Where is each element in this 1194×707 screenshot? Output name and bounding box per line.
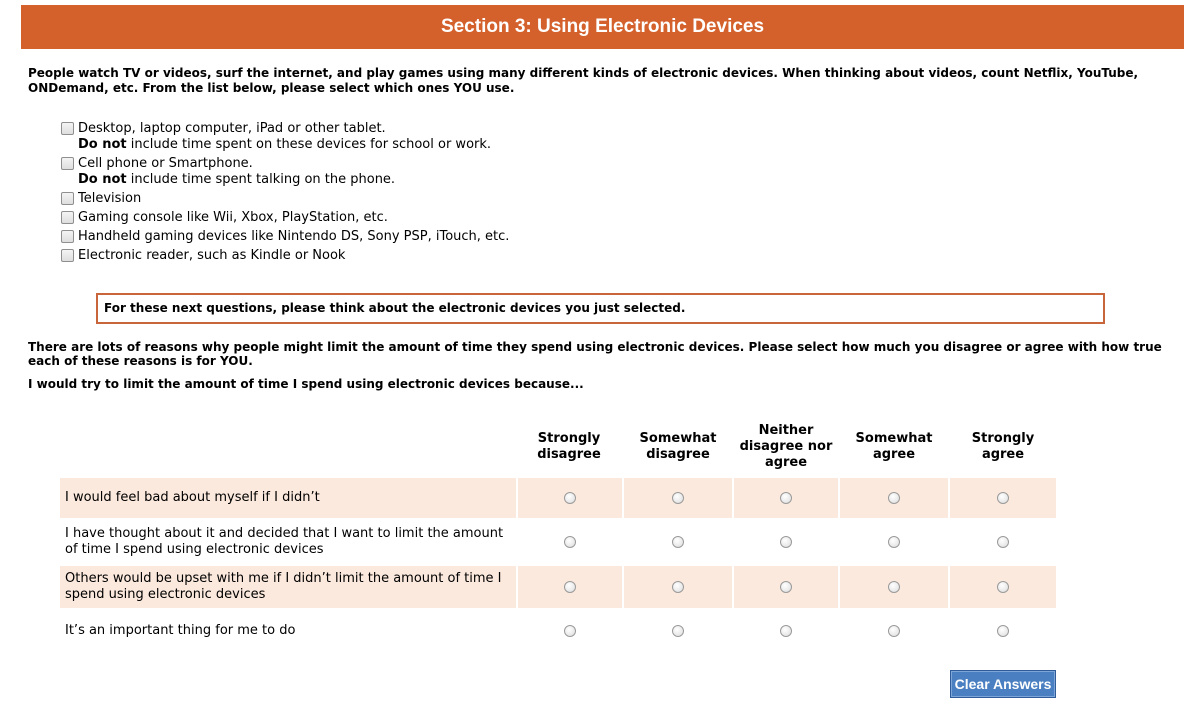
radio-somewhat-disagree[interactable] [672, 581, 684, 593]
device-checkbox[interactable] [61, 157, 74, 170]
radio-strongly-disagree[interactable] [564, 492, 576, 504]
scale-header-strongly-agree: Strongly agree [971, 431, 1035, 462]
radio-somewhat-agree[interactable] [888, 625, 900, 637]
device-note: include time spent talking on the phone. [126, 172, 396, 187]
scale-header-neither: Neither disagree nor agree [739, 423, 833, 470]
likert-row [60, 610, 1056, 652]
device-option-label: Cell phone or Smartphone. [78, 156, 253, 171]
likert-row [60, 478, 1056, 518]
radio-strongly-agree[interactable] [997, 581, 1009, 593]
radio-neither[interactable] [780, 536, 792, 548]
statement-label: I have thought about it and decided that I want to limit the amount of time I spend using electronic devices [65, 526, 504, 557]
statement-label: I would feel bad about myself if I didn’t [60, 478, 516, 518]
radio-neither[interactable] [780, 492, 792, 504]
device-option[interactable] [61, 191, 761, 207]
device-option[interactable] [61, 210, 761, 226]
device-option-label: Gaming console like Wii, Xbox, PlayStation, etc. [78, 210, 388, 225]
statement-label: Others would be upset with me if I didn’t limit the amount of time I spend using electronic devices [60, 566, 516, 608]
likert-row [60, 566, 1056, 608]
device-note-bold: Do not [78, 172, 127, 187]
device-option-label: Handheld gaming devices like Nintendo DS, Sony PSP, iTouch, etc. [78, 229, 510, 244]
device-note-bold: Do not [78, 137, 127, 152]
radio-somewhat-agree[interactable] [888, 492, 900, 504]
radio-somewhat-disagree[interactable] [672, 492, 684, 504]
radio-strongly-agree[interactable] [997, 492, 1009, 504]
section-header [21, 5, 1184, 49]
device-checkbox[interactable] [61, 192, 74, 205]
device-checkbox[interactable] [61, 122, 74, 135]
likert-question-intro: There are lots of reasons why people might limit the amount of time they spend using electronic devices. Please select how much you disagree or agree with how true each of these reasons is for YOU. [28, 340, 1162, 368]
likert-row [60, 520, 1056, 564]
radio-strongly-agree[interactable] [997, 625, 1009, 637]
radio-somewhat-agree[interactable] [888, 536, 900, 548]
device-checkbox[interactable] [61, 211, 74, 224]
device-checkbox[interactable] [61, 230, 74, 243]
radio-somewhat-agree[interactable] [888, 581, 900, 593]
device-question-intro: People watch TV or videos, surf the internet, and play games using many different kinds of electronic devices. When thinking about videos, count Netflix, YouTube, ONDemand, etc. From the list below, please select which ones YOU use. [28, 66, 1139, 95]
radio-strongly-agree[interactable] [997, 536, 1009, 548]
device-option[interactable] [61, 156, 761, 188]
radio-strongly-disagree[interactable] [564, 536, 576, 548]
scale-header-somewhat-disagree: Somewhat disagree [639, 431, 717, 462]
scale-header-strongly-disagree: Strongly disagree [537, 431, 601, 462]
radio-strongly-disagree[interactable] [564, 625, 576, 637]
device-note: include time spent on these devices for school or work. [126, 137, 492, 152]
scale-header-somewhat-agree: Somewhat agree [855, 431, 933, 462]
radio-neither[interactable] [780, 625, 792, 637]
clear-answers-button[interactable]: Clear Answers [950, 670, 1056, 698]
device-option-label: Electronic reader, such as Kindle or Nook [78, 248, 346, 263]
section-title: Section 3: Using Electronic Devices [440, 16, 765, 37]
device-option-label: Desktop, laptop computer, iPad or other tablet. [78, 121, 386, 136]
radio-neither[interactable] [780, 581, 792, 593]
radio-somewhat-disagree[interactable] [672, 536, 684, 548]
device-checkbox[interactable] [61, 249, 74, 262]
device-option-label: Television [78, 191, 142, 206]
likert-question-stem: I would try to limit the amount of time I spend using electronic devices because... [28, 377, 584, 391]
radio-somewhat-disagree[interactable] [672, 625, 684, 637]
device-options-list [61, 121, 761, 267]
instruction-notice: For these next questions, please think about the electronic devices you just selected. [96, 293, 1105, 324]
device-option[interactable] [61, 121, 761, 153]
statement-label: It’s an important thing for me to do [65, 623, 296, 638]
device-option[interactable] [61, 248, 761, 264]
device-option[interactable] [61, 229, 761, 245]
radio-strongly-disagree[interactable] [564, 581, 576, 593]
